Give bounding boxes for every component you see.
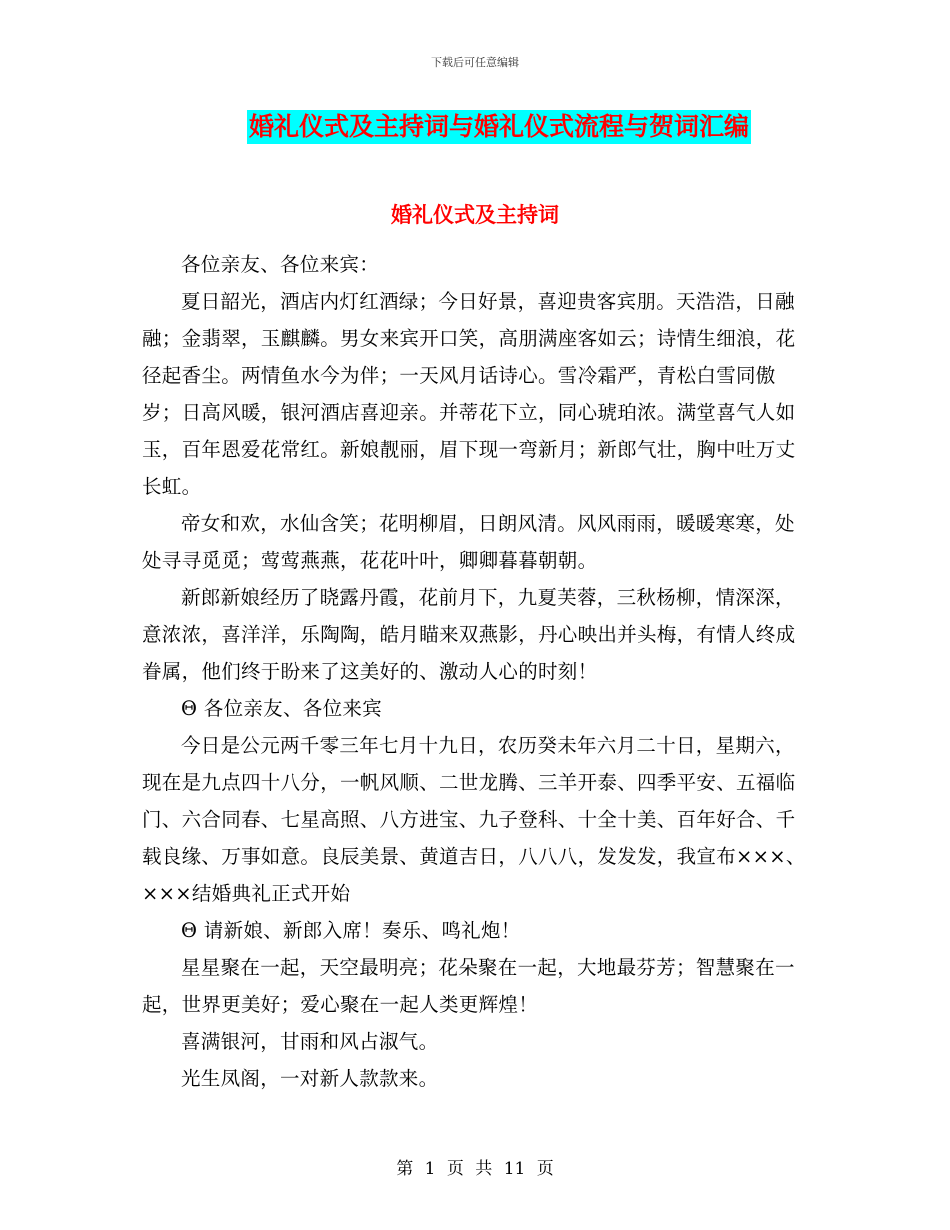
- paragraph: 新郎新娘经历了晓露丹霞，花前月下，九夏芙蓉，三秋杨柳，情深深，意浓浓，喜洋洋，乐陶陶，皓月瞄来双燕影，丹心映出并头梅，有情人终成眷属，他们终于盼来了这美好的、激动人心的时刻！: [142, 586, 796, 683]
- paragraph: 今日是公元两千零三年七月十九日，农历癸未年六月二十日，星期六，现在是九点四十八分，一帆风顺、二世龙腾、三羊开泰、四季平安、五福临门、六合同春、七星高照、八方进宝、九子登科、十全十美、百年好合、千载良缘、万事如意。良辰美景、黄道吉日，八八八，发发发，我宣布×××、×××结婚典礼正式开始: [142, 734, 806, 905]
- paragraph: 光生凤阁，一对新人款款来。: [181, 1067, 439, 1090]
- paragraph: 帝女和欢，水仙含笑；花明柳眉，日朗风清。风风雨雨，暖暖寒寒，处处寻寻觅觅；莺莺燕燕，花花叶叶，卿卿暮暮朝朝。: [142, 512, 795, 572]
- paragraph-marker: Θ 各位亲友、各位来宾: [181, 697, 382, 720]
- paragraph-greeting: 各位亲友、各位来宾：: [181, 253, 380, 276]
- paragraph: 星星聚在一起，天空最明亮；花朵聚在一起，大地最芬芳；智慧聚在一起，世界更美好；爱心聚在一起人类更辉煌！: [142, 956, 795, 1016]
- document-title: 婚礼仪式及主持词与婚礼仪式流程与贺词汇编: [247, 110, 751, 144]
- paragraph-marker: Θ 请新娘、新郎入席！奏乐、鸣礼炮！: [181, 919, 521, 942]
- section-title: 婚礼仪式及主持词: [391, 202, 559, 227]
- page-number-footer: 第 1 页 共 11 页: [396, 1159, 554, 1179]
- paragraph: 夏日韶光，酒店内灯红酒绿；今日好景，喜迎贵客宾朋。天浩浩，日融融；金翡翠，玉麒麟。男女来宾开口笑，高朋满座客如云；诗情生细浪，花径起香尘。两情鱼水今为伴；一天风月话诗心。雪冷霜严，青松白雪同傲岁；日高风暖，银河酒店喜迎亲。并蒂花下立，同心琥珀浓。满堂喜气人如玉，百年恩爱花常红。新娘靓丽，眉下现一弯新月；新郎气壮，胸中吐万丈长虹。: [142, 290, 796, 498]
- page-header-note: 下载后可任意编辑: [431, 56, 519, 69]
- document-body: [142, 246, 808, 1097]
- paragraph: 喜满银河，甘雨和风占淑气。: [181, 1030, 439, 1053]
- document-title-container: [0, 110, 950, 144]
